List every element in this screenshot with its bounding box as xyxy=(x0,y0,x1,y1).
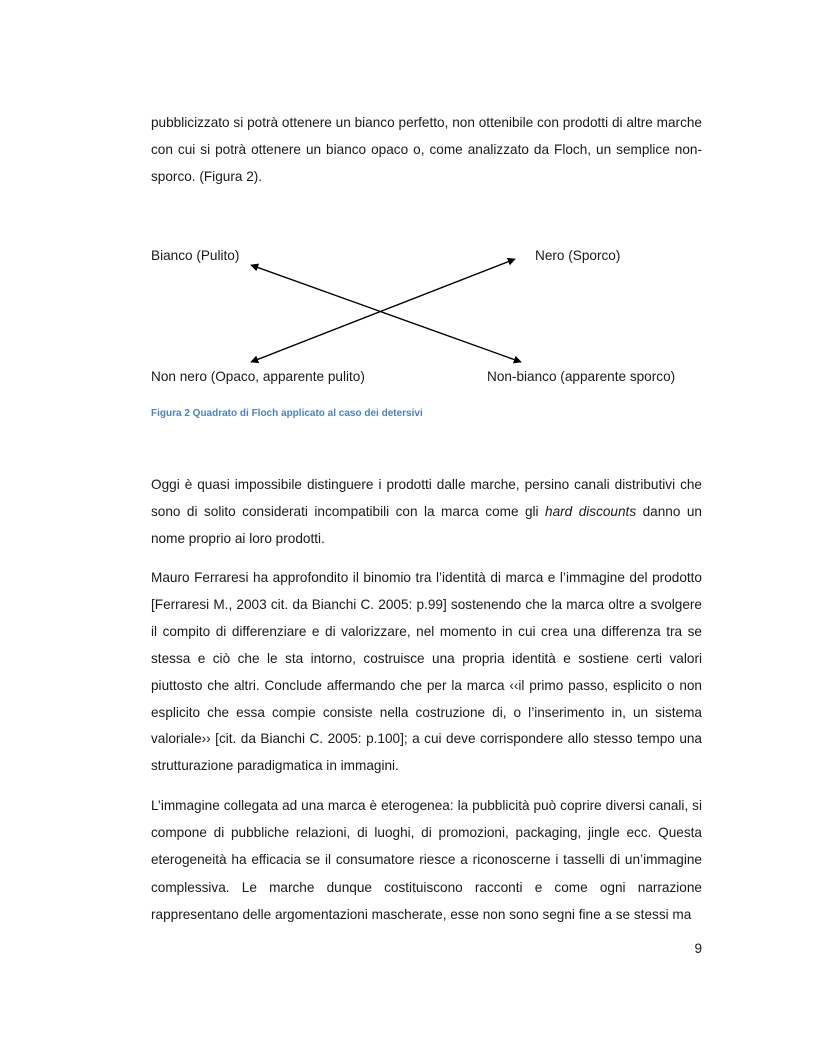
paragraph-immagine-text: L’immagine collegata ad una marca è eterogenea: la pubblicità può coprire diversi canali, si compone di pubbliche relazioni, di luoghi, di promozioni, packaging, jingle ecc. Questa eterogeneità ha efficacia se il consumatore riesce a riconoscerne i tasselli di un’immagine complessiva. Le marche dunque costituiscono racconti e come ogni narrazione rappresentano delle argomentazioni mascherate, esse non sono segni fine a se stessi ma xyxy=(151,798,702,922)
label-non-bianco: Non-bianco (apparente sporco) xyxy=(487,369,676,384)
paragraph-immagine xyxy=(151,792,702,928)
paragraph-intro-text: pubblicizzato si potrà ottenere un bianco perfetto, non ottenibile con prodotti di altre marche con cui si potrà ottenere un bianco opaco o, come analizzato da Floch, un semplice non-sporco. (Figura 2). xyxy=(151,115,702,184)
paragraph-2-after: danno un nome proprio ai loro prodotti. xyxy=(151,504,702,546)
figure-caption: Figura 2 Quadrato di Floch applicato al caso dei detersivi xyxy=(151,408,423,419)
paragraph-ferraresi xyxy=(151,565,702,780)
arrow-nonnero-to-nero xyxy=(251,259,515,362)
paragraph-2-before: Oggi è quasi impossibile distinguere i prodotti dalle marche, persino canali distributivi che sono di solito considerati incompatibili con la marca come gli xyxy=(151,477,702,519)
paragraph-ferraresi-text: Mauro Ferraresi ha approfondito il binomio tra l’identità di marca e l’immagine del prodotto [Ferraresi M., 2003 cit. da Bianchi C. 2005: p.99] sostenendo che la marca oltre a svolgere il compito di differenziare e di valorizzare, nel momento in cui crea una differenza tra se stessa e ciò che le sta intorno, costruisce una propria identità e sostiene certi valori piuttosto che altri. Conclude affermando che per la marca ‹‹il primo passo, esplicito o non esplicito che essa compie consiste nella costruzione di, o l’inserimento in, un sistema valoriale›› [cit. da Bianchi C. 2005: p.100]; a cui deve corrispondere allo stesso tempo una strutturazione paradigmatica in immagini. xyxy=(151,570,702,774)
arrow-bianco-to-nonbianco xyxy=(251,265,521,362)
paragraph-hard-discounts xyxy=(151,471,702,552)
label-nero-sporco: Nero (Sporco) xyxy=(535,248,621,263)
label-non-nero: Non nero (Opaco, apparente pulito) xyxy=(151,369,365,384)
page-number: 9 xyxy=(694,941,702,956)
label-bianco-pulito: Bianco (Pulito) xyxy=(151,248,240,263)
paragraph-hard-discounts-text xyxy=(151,471,702,552)
hard-discounts-emphasis: hard discounts xyxy=(545,504,637,519)
